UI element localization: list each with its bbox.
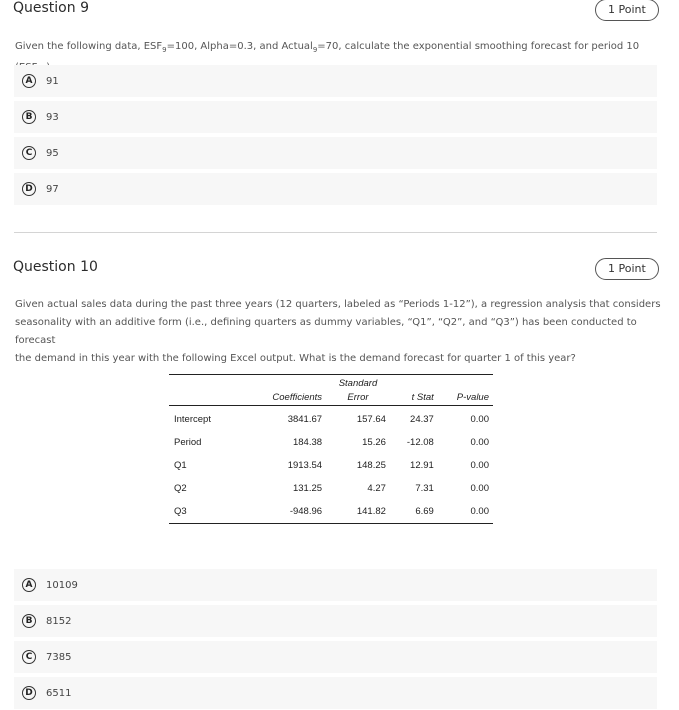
table-header-row bbox=[169, 375, 493, 406]
row-label: Q3 bbox=[174, 506, 187, 517]
std-error-cell: 4.27 bbox=[367, 483, 386, 494]
option-text: 6511 bbox=[46, 687, 72, 699]
option-text: 95 bbox=[46, 147, 59, 159]
option-letter-badge: A bbox=[22, 74, 36, 88]
prompt-line: seasonality with an additive form (i.e., defining quarters as dummy variables, “Q1”, “Q2”, and “Q3”) has been conducted to forecast bbox=[15, 317, 637, 346]
std-error-cell: 148.25 bbox=[356, 460, 386, 471]
header-blank bbox=[169, 375, 247, 406]
question-10-title: Question 10 bbox=[13, 259, 98, 275]
header-p-value: P-value bbox=[456, 392, 489, 403]
header-standard-error: Standard Error bbox=[338, 378, 378, 403]
option-letter-badge: B bbox=[22, 110, 36, 124]
table-row bbox=[169, 477, 493, 500]
coefficient-cell: 3841.67 bbox=[287, 414, 323, 425]
option-text: 97 bbox=[46, 183, 59, 195]
p-value-cell: 0.00 bbox=[470, 483, 489, 494]
coefficient-cell: 184.38 bbox=[292, 437, 323, 448]
std-error-cell: 157.64 bbox=[356, 414, 386, 425]
option-text: 7385 bbox=[46, 651, 72, 663]
p-value-cell: 0.00 bbox=[470, 414, 489, 425]
prompt-line: the demand in this year with the following Excel output. What is the demand forecast for quarter 1 of this year? bbox=[15, 353, 576, 364]
row-label: Q2 bbox=[174, 483, 187, 494]
q10-option-b[interactable] bbox=[14, 605, 657, 637]
question-9-title: Question 9 bbox=[13, 0, 89, 16]
std-error-cell: 141.82 bbox=[356, 506, 386, 517]
option-letter-badge: C bbox=[22, 650, 36, 664]
t-stat-cell: 12.91 bbox=[410, 460, 434, 471]
question-10-prompt bbox=[15, 296, 679, 368]
q9-option-b[interactable] bbox=[14, 101, 657, 133]
q9-option-d[interactable] bbox=[14, 173, 657, 205]
question-9-points-badge: 1 Point bbox=[595, 0, 659, 21]
coefficient-cell: 1913.54 bbox=[287, 460, 323, 471]
question-10-points-badge: 1 Point bbox=[595, 258, 659, 280]
option-text: 91 bbox=[46, 75, 59, 87]
std-error-cell: 15.26 bbox=[362, 437, 386, 448]
table-row bbox=[169, 454, 493, 477]
p-value-cell: 0.00 bbox=[470, 506, 489, 517]
t-stat-cell: 24.37 bbox=[410, 414, 434, 425]
row-label: Period bbox=[174, 437, 202, 448]
option-text: 93 bbox=[46, 111, 59, 123]
coefficient-cell: 131.25 bbox=[292, 483, 323, 494]
q10-option-d[interactable] bbox=[14, 677, 657, 709]
option-letter-badge: D bbox=[22, 182, 36, 196]
option-letter-badge: D bbox=[22, 686, 36, 700]
option-letter-badge: A bbox=[22, 578, 36, 592]
regression-output-table bbox=[169, 374, 493, 524]
row-label: Q1 bbox=[174, 460, 187, 471]
header-t-stat: t Stat bbox=[411, 392, 434, 403]
question-divider bbox=[14, 232, 657, 233]
header-coefficients: Coefficients bbox=[272, 392, 323, 403]
p-value-cell: 0.00 bbox=[470, 437, 489, 448]
question-9-prompt: Given the following data, $ESF_9=100$, Alpha=0.3, and Actual$_9$=70, calculate the exponential smoothing forecast for period 10 bbox=[15, 41, 640, 54]
q10-option-c[interactable] bbox=[14, 641, 657, 673]
t-stat-cell: -12.08 bbox=[406, 437, 434, 448]
t-stat-cell: 6.69 bbox=[415, 506, 434, 517]
option-letter-badge: C bbox=[22, 146, 36, 160]
table-row bbox=[169, 500, 493, 524]
t-stat-cell: 7.31 bbox=[415, 483, 434, 494]
coefficient-cell: -948.96 bbox=[289, 506, 323, 517]
option-text: 8152 bbox=[46, 615, 72, 627]
table-row bbox=[169, 431, 493, 454]
option-text: 10109 bbox=[46, 579, 78, 591]
q10-option-a[interactable] bbox=[14, 569, 657, 601]
prompt-line: Given actual sales data during the past three years (12 quarters, labeled as “Periods 1-12”), a regression analysis that considers bbox=[15, 299, 661, 310]
row-label: Intercept bbox=[174, 414, 211, 425]
q9-option-a[interactable] bbox=[14, 65, 657, 97]
table-row bbox=[169, 406, 493, 432]
p-value-cell: 0.00 bbox=[470, 460, 489, 471]
option-letter-badge: B bbox=[22, 614, 36, 628]
q9-option-c[interactable] bbox=[14, 137, 657, 169]
